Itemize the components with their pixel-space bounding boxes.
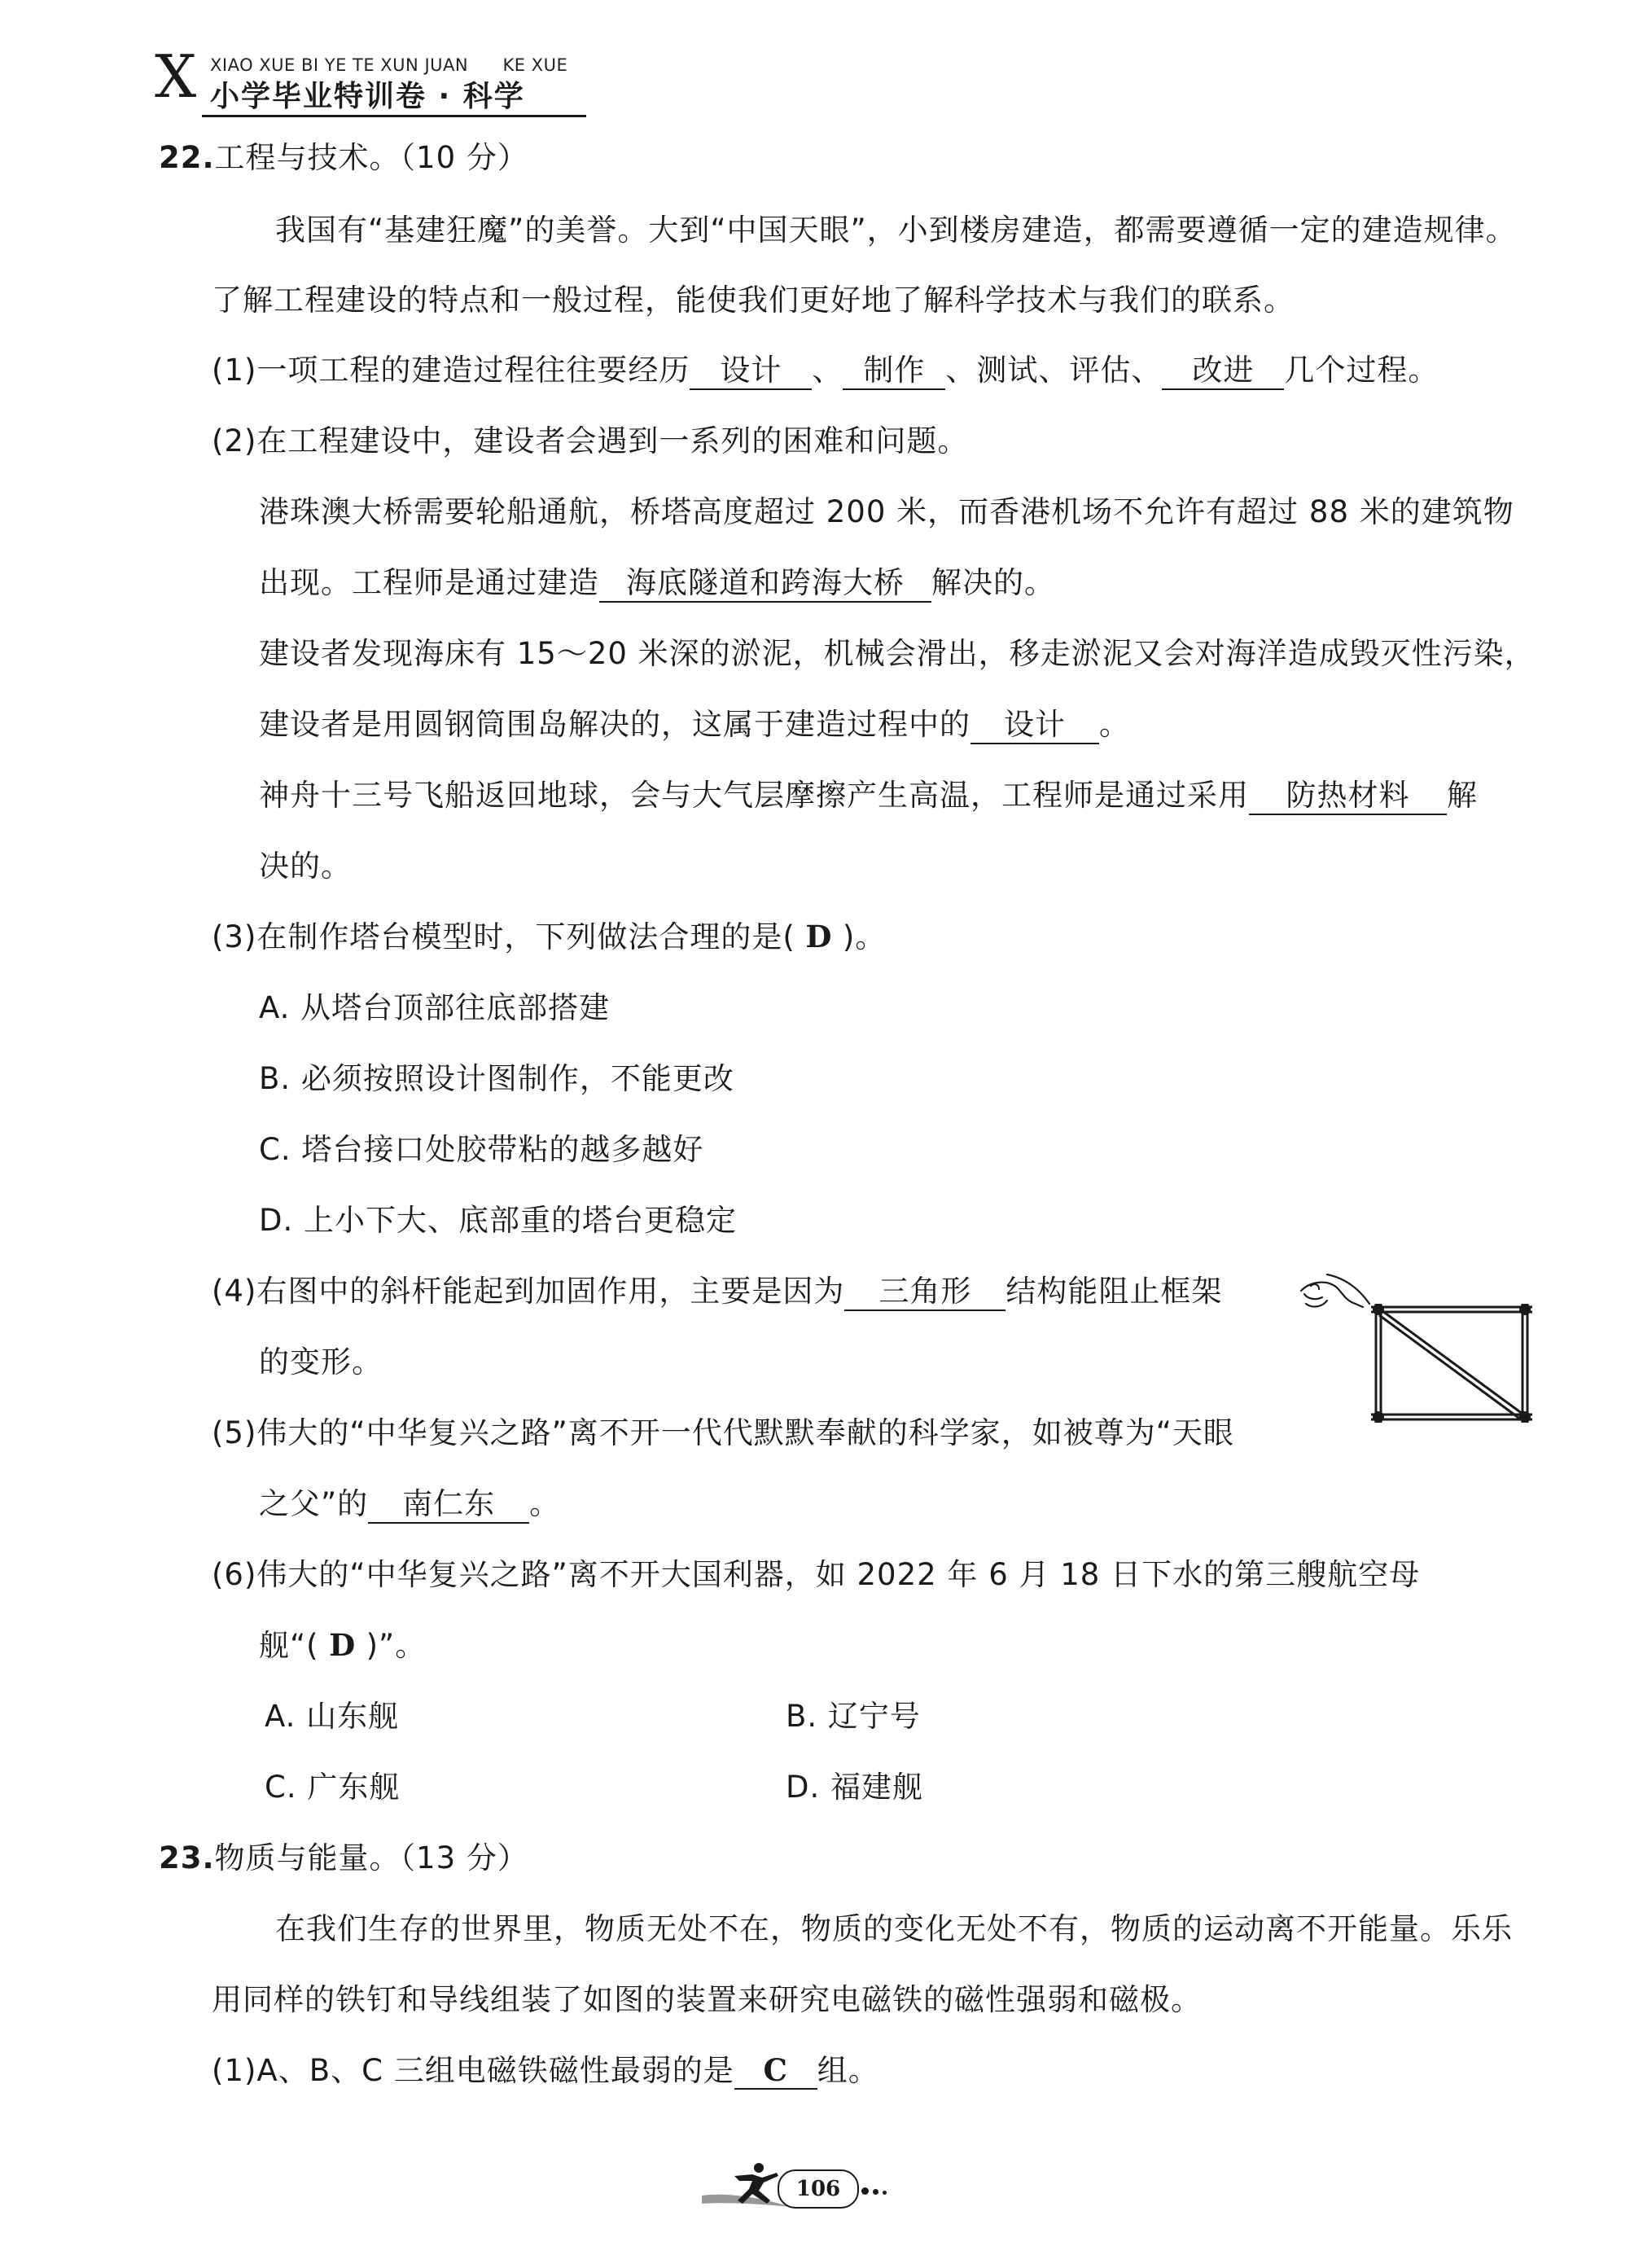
q22-part2-answer-design: 设计 (970, 708, 1099, 744)
q22-part1 (212, 345, 1439, 390)
page-number: 106 (795, 2177, 841, 2201)
q22-part2-answer-bridge: 海底隧道和跨海大桥 (599, 566, 931, 603)
frame-rods (1371, 1304, 1532, 1423)
q23-title (159, 1833, 528, 1877)
q22-part2-line1: 港珠澳大桥需要轮船通航，桥塔高度超过 200 米，而香港机场不允许有超过 88 米的建筑物 (259, 494, 1514, 529)
q23-intro-line2: 用同样的铁钉和导线组装了如图的装置来研究电磁铁的磁性强弱和磁极。 (212, 1982, 1202, 2017)
q22-part3-stem-prefix: (3)在制作塔台模型时，下列做法合理的是( (212, 919, 795, 954)
q22-title (159, 133, 528, 177)
braced-frame-figure (1295, 1258, 1547, 1437)
q23-part1-prefix: (1)A、B、C 三组电磁铁磁性最弱的是 (212, 2053, 734, 2088)
q22-part3-option-a: A. 从塔台顶部往底部搭建 (259, 990, 611, 1025)
q22-part3-option-d: D. 上小下大、底部重的塔台更稳定 (259, 1203, 738, 1238)
q22-part1-prefix: (1)一项工程的建造过程往往要经历 (212, 353, 690, 388)
q22-part3-stem (212, 912, 886, 956)
page-number-badge (778, 2169, 859, 2209)
q22-part2-line4-suffix: 。 (1099, 707, 1130, 742)
q22-part3-option-c: C. 塔台接口处胶带粘的越多越好 (259, 1132, 704, 1167)
q22-part3-stem-suffix: )。 (842, 919, 887, 954)
q22-intro-line1: 我国有“基建狂魔”的美誉。大到“中国天眼”，小到楼房建造，都需要遵循一定的建造规律。 (275, 213, 1517, 248)
q22-part1-answer2: 制作 (843, 353, 945, 390)
q22-part1-answer3: 改进 (1162, 353, 1284, 390)
q22-part1-sep: 、 (812, 353, 843, 388)
q22-part2-line4-prefix: 建设者是用圆钢筒围岛解决的，这属于建造过程中的 (259, 707, 970, 742)
q22-part2-answer-material: 防热材料 (1249, 779, 1447, 815)
q22-part5-line1: (5)伟大的“中华复兴之路”离不开一代代默默奉献的科学家，如被尊为“天眼 (212, 1415, 1234, 1450)
q23-number: 23. (159, 1840, 215, 1875)
q22-part5-answer: 南仁东 (368, 1487, 529, 1524)
header-pinyin-right: KE XUE (502, 55, 568, 75)
footer-dot-3 (883, 2191, 887, 2195)
q23-intro-line1: 在我们生存的世界里，物质无处不在，物质的变化无处不有，物质的运动离不开能量。乐乐 (275, 1911, 1513, 1946)
q22-part4-line1 (212, 1266, 1222, 1311)
q22-part6-option-a: A. 山东舰 (265, 1699, 400, 1734)
hand-pressing-icon (1301, 1274, 1369, 1307)
q22-part2-line5 (259, 770, 1478, 815)
q22-part1-suffix: 几个过程。 (1284, 353, 1439, 388)
q22-part2-line4 (259, 700, 1130, 744)
q22-intro-line2: 了解工程建设的特点和一般过程，能使我们更好地了解科学技术与我们的联系。 (212, 283, 1295, 318)
q22-part6-line2 (259, 1621, 426, 1665)
q22-part2-line3: 建设者发现海床有 15～20 米深的淤泥，机械会滑出，移走淤泥又会对海洋造成毁灭性污染， (259, 636, 1536, 671)
q22-part4-suffix: 结构能阻止框架 (1006, 1274, 1223, 1309)
q22-part5-suffix: 。 (529, 1486, 561, 1521)
q22-part2-line2 (259, 558, 1055, 603)
q23-title-text: 物质与能量。（13 分） (214, 1840, 528, 1875)
q22-part6-option-c: C. 广东舰 (265, 1770, 401, 1805)
q22-part6-suffix: )”。 (366, 1628, 427, 1663)
header-pinyin-left: XIAO XUE BI YE TE XUN JUAN (210, 55, 469, 75)
q22-part6-option-d: D. 福建舰 (786, 1770, 924, 1805)
q22-part2-line5-prefix: 神舟十三号飞船返回地球，会与大气层摩擦产生高温，工程师是通过采用 (259, 778, 1249, 813)
q22-part5-line2 (259, 1479, 560, 1524)
q22-part3-option-b: B. 必须按照设计图制作，不能更改 (259, 1061, 734, 1096)
q22-part5-prefix: 之父”的 (259, 1486, 369, 1521)
q22-part6-line1: (6)伟大的“中华复兴之路”离不开大国利器，如 2022 年 6 月 18 日下水的第三艘航空母 (212, 1557, 1421, 1592)
q22-title-text: 工程与技术。（10 分） (214, 140, 528, 175)
q23-part1-answer: C (734, 2053, 817, 2090)
q22-part6-prefix: 舰“( (259, 1628, 319, 1663)
header-pinyin (210, 55, 567, 75)
footer-dot-1 (861, 2187, 869, 2195)
q22-part6-answer: D (329, 1627, 357, 1663)
header-letter: X (155, 42, 197, 111)
q23-part1-suffix: 组。 (817, 2053, 879, 2088)
q22-part2-line5-suffix: 解 (1447, 778, 1478, 813)
q22-part2-line2-prefix: 出现。工程师是通过建造 (259, 565, 599, 600)
q22-number: 22. (159, 140, 215, 175)
header-title: 小学毕业特训卷 · 科学 (210, 80, 525, 113)
footer-dot-2 (873, 2189, 878, 2195)
q22-part4-answer: 三角形 (844, 1274, 1006, 1311)
q22-part2-line6: 决的。 (259, 849, 352, 884)
q22-part1-answer1: 设计 (690, 353, 812, 390)
q23-part1 (212, 2046, 879, 2090)
q22-part3-answer: D (805, 919, 833, 954)
q22-part2-line2-suffix: 解决的。 (931, 565, 1055, 600)
header-rule (202, 115, 586, 117)
q22-part2-stem: (2)在工程建设中，建设者会遇到一系列的困难和问题。 (212, 423, 969, 458)
q22-part4-line2: 的变形。 (259, 1345, 383, 1380)
q22-part1-mid: 、测试、评估、 (945, 353, 1163, 388)
q22-part6-option-b: B. 辽宁号 (786, 1699, 921, 1734)
q22-part4-prefix: (4)右图中的斜杆能起到加固作用，主要是因为 (212, 1274, 845, 1309)
